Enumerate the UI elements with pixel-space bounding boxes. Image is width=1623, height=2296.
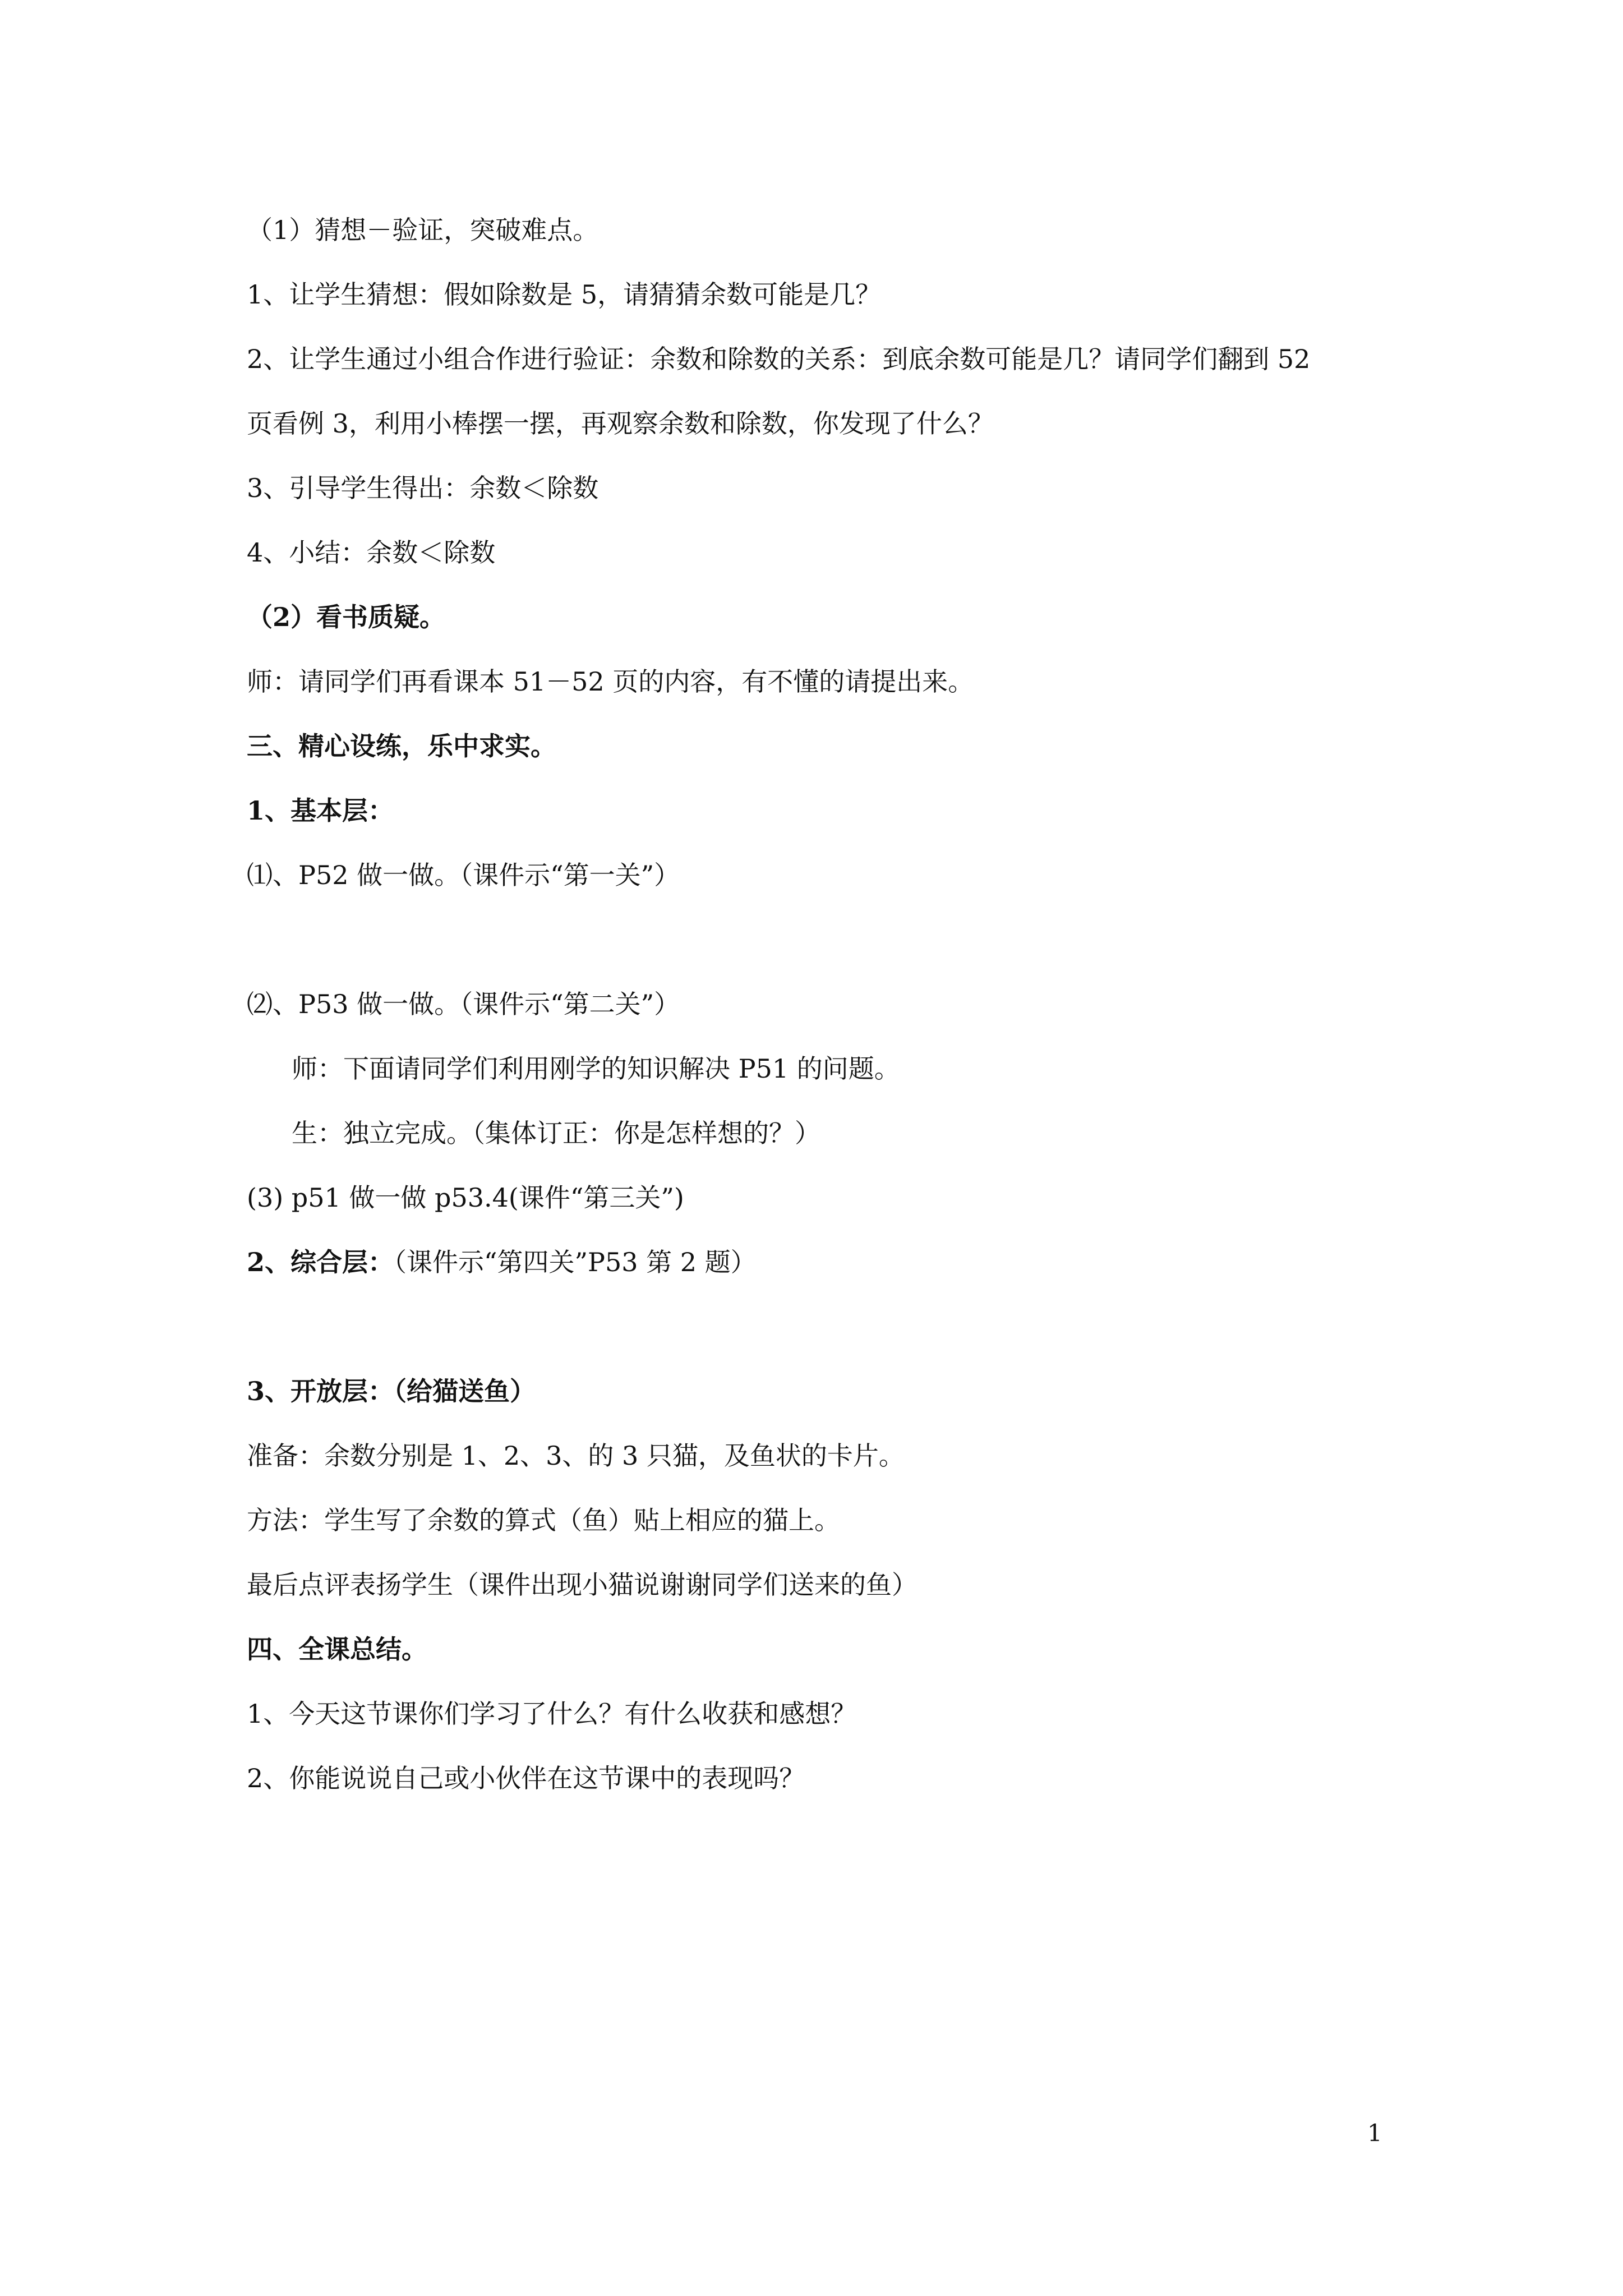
heading-section-four: 四、全课总结。	[247, 1634, 427, 1664]
paragraph-exercise-3: (3) p51 做一做 p53.4(课件“第三关”)	[247, 1182, 684, 1213]
heading-read-and-question: （2）看书质疑。	[247, 602, 446, 632]
page-number: 1	[1367, 2119, 1382, 2147]
heading-section-three: 三、精心设练，乐中求实。	[247, 731, 556, 761]
paragraph-student-line: 生：独立完成。（集体订正：你是怎样想的？）	[292, 1118, 820, 1148]
paragraph-preparation: 准备：余数分别是 1、2、3、的 3 只猫，及鱼状的卡片。	[247, 1441, 905, 1471]
paragraph-final-comment: 最后点评表扬学生（课件出现小猫说谢谢同学们送来的鱼）	[247, 1570, 917, 1600]
paragraph-step-2: 2、让学生通过小组合作进行验证：余数和除数的关系：到底余数可能是几？请同学们翻到 52	[247, 344, 1311, 374]
paragraph-teacher-instruction: 师：请同学们再看课本 51－52 页的内容，有不懂的请提出来。	[247, 666, 974, 697]
comprehensive-level-label: 2、综合层：	[247, 1247, 394, 1277]
comprehensive-level-detail: （课件示“第四关”P53 第 2 题）	[394, 1247, 757, 1277]
paragraph-step-2-continued: 页看例 3，利用小棒摆一摆，再观察余数和除数，你发现了什么？	[247, 408, 994, 439]
paragraph-exercise-2: ⑵、P53 做一做。（课件示“第二关”）	[247, 989, 680, 1019]
paragraph-guess-verify-heading: （1）猜想－验证，突破难点。	[247, 215, 599, 245]
paragraph-method: 方法：学生写了余数的算式（鱼）贴上相应的猫上。	[247, 1505, 840, 1535]
heading-open-level: 3、开放层：（给猫送鱼）	[247, 1376, 536, 1406]
paragraph-summary-1: 1、今天这节课你们学习了什么？有什么收获和感想？	[247, 1699, 857, 1729]
paragraph-step-3: 3、引导学生得出：余数＜除数	[247, 473, 599, 503]
paragraph-comprehensive-level	[247, 1245, 757, 1279]
paragraph-step-4: 4、小结：余数＜除数	[247, 537, 496, 568]
paragraph-step-1: 1、让学生猜想：假如除数是 5，请猜猜余数可能是几？	[247, 279, 882, 310]
paragraph-teacher-line: 师：下面请同学们利用刚学的知识解决 P51 的问题。	[292, 1053, 900, 1084]
paragraph-exercise-1: ⑴、P52 做一做。（课件示“第一关”）	[247, 860, 680, 890]
heading-basic-level: 1、基本层：	[247, 795, 394, 826]
paragraph-summary-2: 2、你能说说自己或小伙伴在这节课中的表现吗？	[247, 1763, 805, 1793]
